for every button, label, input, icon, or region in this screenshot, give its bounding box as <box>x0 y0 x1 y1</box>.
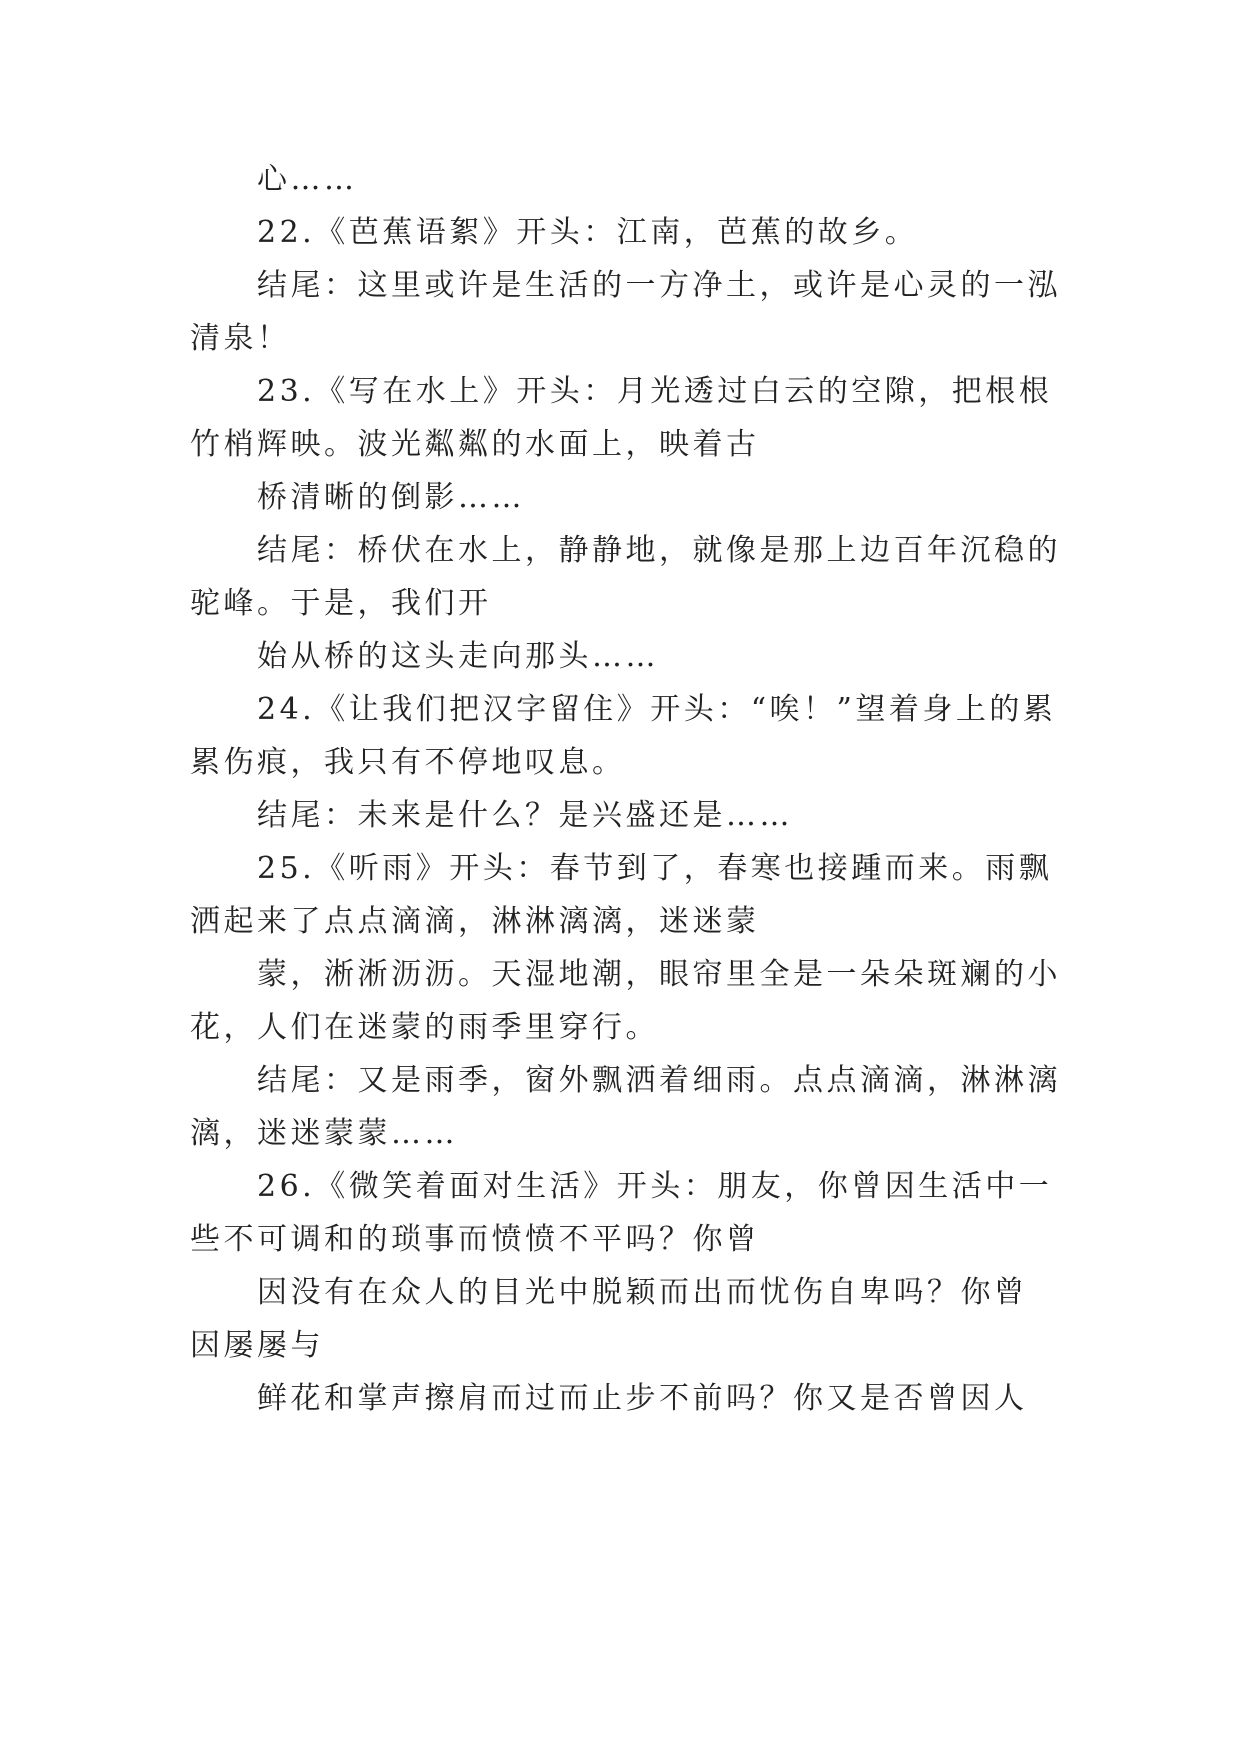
text-line: 结尾：这里或许是生活的一方净土，或许是心灵的一泓 <box>257 268 1061 303</box>
text-line: 竹梢辉映。波光粼粼的水面上，映着古 <box>190 427 760 462</box>
text-line: 漓，迷迷蒙蒙…… <box>190 1116 458 1151</box>
text-line: 花，人们在迷蒙的雨季里穿行。 <box>190 1010 659 1045</box>
text-line: 桥清晰的倒影…… <box>257 480 525 515</box>
text-line: 累伤痕，我只有不停地叹息。 <box>190 745 626 780</box>
text-line: 24.《让我们把汉字留住》开头：“唉！”望着身上的累 <box>257 692 1057 727</box>
text-line: 鲜花和掌声擦肩而过而止步不前吗？你又是否曾因人 <box>257 1381 1028 1416</box>
text-line: 心…… <box>257 162 358 197</box>
text-line: 始从桥的这头走向那头…… <box>257 639 659 674</box>
text-line: 些不可调和的琐事而愤愤不平吗？你曾 <box>190 1222 760 1257</box>
text-line: 25.《听雨》开头：春节到了，春寒也接踵而来。雨飘 <box>257 851 1053 886</box>
text-line: 26.《微笑着面对生活》开头：朋友，你曾因生活中一 <box>257 1169 1053 1204</box>
text-line: 结尾：又是雨季，窗外飘洒着细雨。点点滴滴，淋淋漓 <box>257 1063 1061 1098</box>
text-line: 22.《芭蕉语絮》开头：江南，芭蕉的故乡。 <box>257 215 919 250</box>
text-line: 因没有在众人的目光中脱颖而出而忧伤自卑吗？你曾 <box>257 1275 1028 1310</box>
text-line: 清泉！ <box>190 321 291 356</box>
text-line: 因屡屡与 <box>190 1328 324 1363</box>
text-line: 蒙，淅淅沥沥。天湿地潮，眼帘里全是一朵朵斑斓的小 <box>257 957 1061 992</box>
text-line: 驼峰。于是，我们开 <box>190 586 492 621</box>
text-line: 结尾：未来是什么？是兴盛还是…… <box>257 798 793 833</box>
text-line: 23.《写在水上》开头：月光透过白云的空隙，把根根 <box>257 374 1053 409</box>
text-line: 洒起来了点点滴滴，淋淋漓漓，迷迷蒙 <box>190 904 760 939</box>
text-line: 结尾：桥伏在水上，静静地，就像是那上边百年沉稳的 <box>257 533 1061 568</box>
